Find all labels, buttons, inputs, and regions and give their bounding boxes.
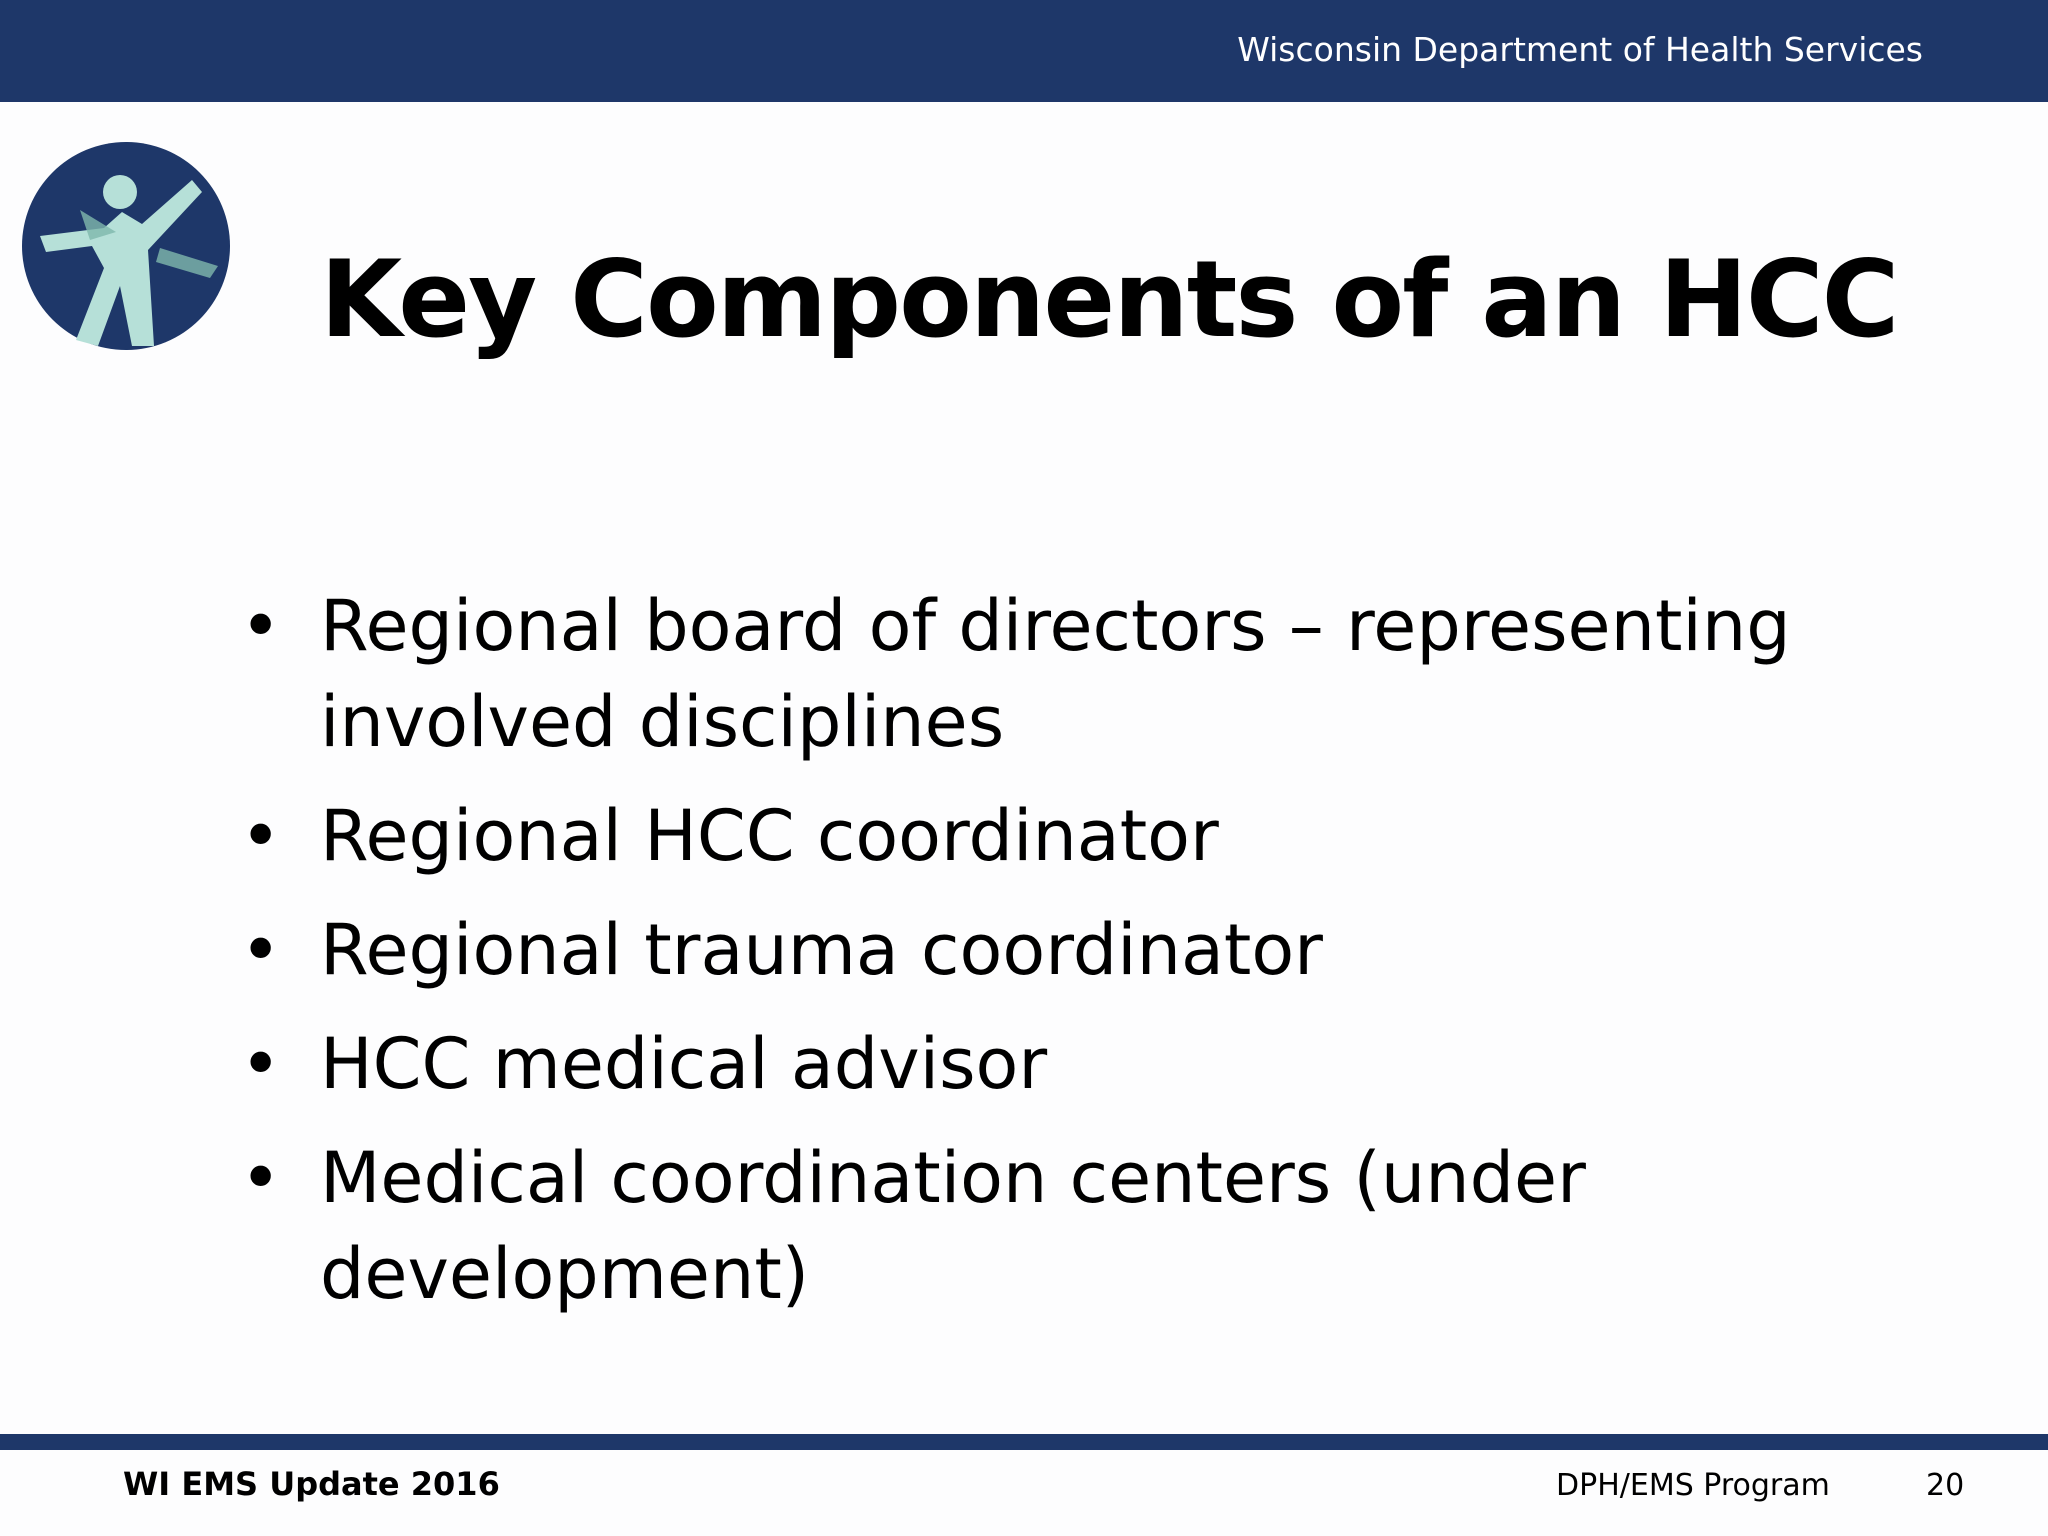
footer-presentation-title: WI EMS Update 2016 (123, 1465, 500, 1503)
bullet-dot-icon: • (240, 909, 282, 991)
bullet-item (240, 902, 1980, 998)
page-number: 20 (1926, 1468, 1965, 1503)
bullet-list (240, 578, 1980, 1340)
bullet-dot-icon: • (240, 585, 282, 667)
footer-divider (0, 1434, 2048, 1450)
bullet-text: HCC medical advisor (320, 1023, 1048, 1105)
bullet-text: Medical coordination centers (under development) (320, 1137, 1586, 1315)
bullet-dot-icon: • (240, 795, 282, 877)
bullet-dot-icon: • (240, 1023, 282, 1105)
bullet-item (240, 1130, 1980, 1322)
header-organization: Wisconsin Department of Health Services (1237, 30, 1923, 69)
bullet-item (240, 788, 1980, 884)
bullet-text: Regional board of directors – representing involved disciplines (320, 585, 1791, 763)
bullet-item (240, 1016, 1980, 1112)
slide-title: Key Components of an HCC (320, 238, 1898, 361)
bullet-text: Regional HCC coordinator (320, 795, 1219, 877)
dhs-logo-icon (20, 140, 232, 352)
footer-program: DPH/EMS Program (1556, 1468, 1830, 1503)
bullet-item (240, 578, 1980, 770)
bullet-text: Regional trauma coordinator (320, 909, 1323, 991)
bullet-dot-icon: • (240, 1137, 282, 1219)
header-bar (0, 0, 2048, 102)
